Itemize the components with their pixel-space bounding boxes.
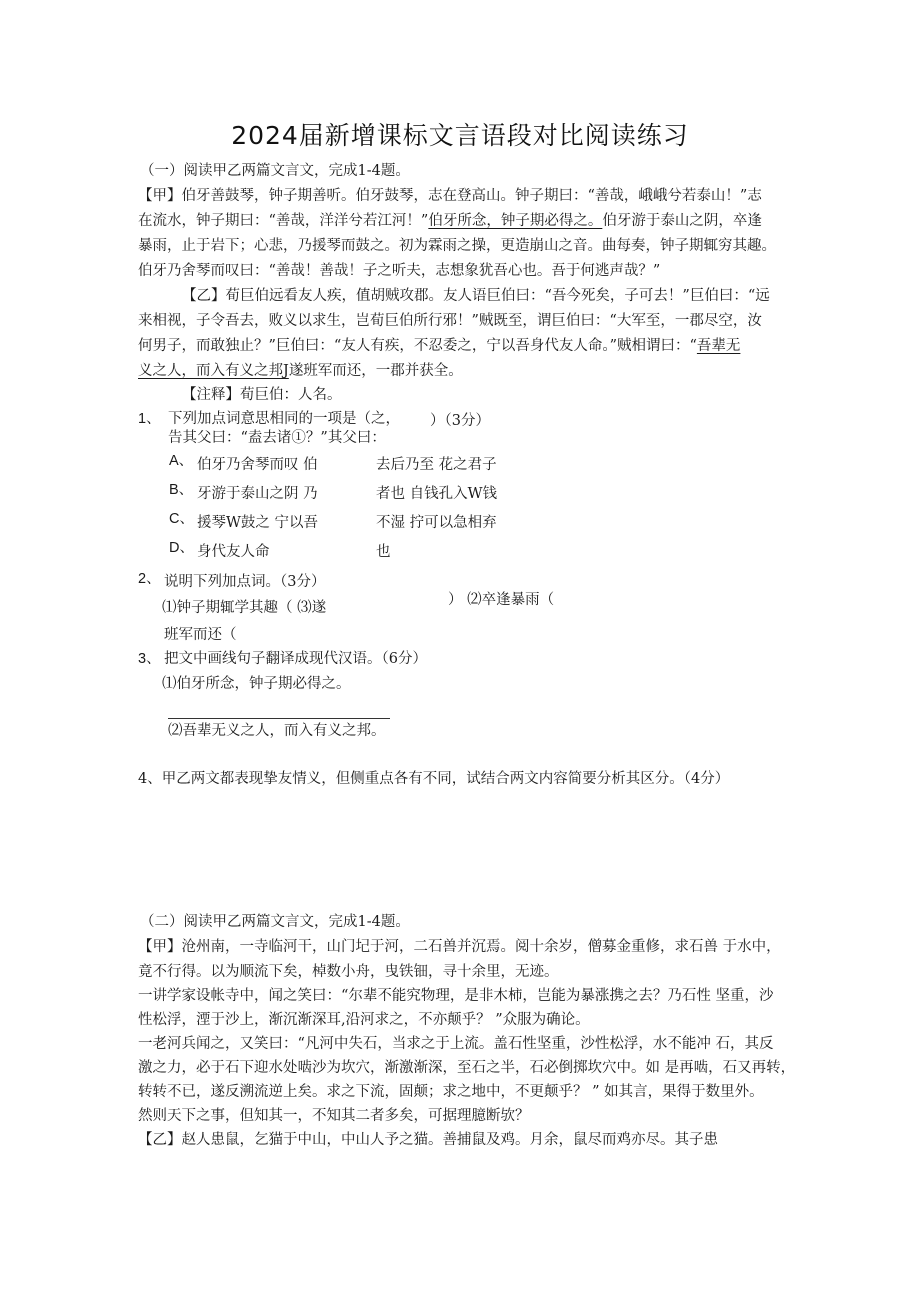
s2-line-1: 【甲】沧州南，一寺临河干，山门圮于河，二石兽并沉焉。阅十余岁，僧募金重修，求石兽 于水中， (138, 939, 781, 955)
q3-stem: 把文中画线句子翻译成现代汉语。（6分） (164, 651, 427, 667)
jia-underlined-sentence: 伯牙所念，钟子期必得之。 (428, 213, 603, 229)
answer-line (168, 718, 390, 719)
q2-item-2: ） ⑵卒逢暴雨（ (448, 592, 555, 608)
q2-item-3-cont: 班军而还（ (164, 627, 237, 643)
jia-line-2c: 伯牙游于泰山之阴，卒逢 (602, 213, 762, 229)
jia-line-4: 伯牙乃舍琴而叹曰：“善哉！善哉！子之听夫，志想象犹吾心也。吾于何逃声哉？” (138, 263, 661, 279)
q1-stem-a: 下列加点词意思相同的一项是（之， (168, 411, 400, 427)
q4-question: 4、甲乙两文都表现挚友情义，但侧重点各有不同，试结合两文内容简要分析其区分。（4分） (138, 771, 730, 787)
yi-line-3 (138, 336, 740, 356)
q2-stem: 说明下列加点词。（3分） (164, 574, 326, 590)
s2-line-6: 激之力，必于石下迎水处啮沙为坎穴，渐激渐深，至石之半，石必倒掷坎穴中。如 是再啮，石又再转， (138, 1060, 796, 1076)
q3-number: 3、 (138, 651, 161, 667)
page-title: 2024届新增课标文言语段对比阅读练习 (231, 121, 689, 150)
q1-stem-b: ）（3分） (430, 413, 490, 429)
q1-option-c-text2: 不湿 拧可以急相弃 (376, 515, 497, 531)
s2-line-5: 一老河兵闻之，又笑曰：“凡河中失石，当求之于上流。盖石性坚重，沙性松浮，水不能冲 石，其反 (138, 1036, 774, 1052)
yi-line-3a: 何男子，而敢独止？”巨伯曰：“友人有疾，不忍委之，宁以吾身代友人命。”贼相谓曰：“ (138, 338, 697, 354)
q1-option-a-text2: 去后乃至 花之君子 (376, 457, 497, 473)
q1-option-a-letter: A、 (169, 453, 194, 469)
q1-option-a-text: 伯牙乃舍琴而叹 伯 (197, 457, 318, 473)
jia-line-3: 暴雨，止于岩下；心悲，乃援琴而鼓之。初为霖雨之操，更造崩山之音。曲每奏，钟子期辄穷其趣。 (138, 238, 776, 254)
yi-line-1: 【乙】荀巨伯远看友人疾，值胡贼攻郡。友人语巨伯曰：“吾今死矣，子可去！”巨伯曰：“远 (182, 288, 770, 304)
q1-option-d-letter: D、 (169, 540, 194, 556)
q1-option-c-text: 援琴W鼓之 宁以吾 (197, 515, 319, 531)
q2-item-1-3: ⑴钟子期辄学其趣（ ⑶遂 (162, 600, 327, 616)
q1-option-b-text2: 者也 自钱孔入W钱 (376, 486, 498, 502)
yi-line-4b: 遂班军而还，一郡并获全。 (288, 363, 463, 379)
yi-underlined-2: 义之人，而入有义之邦J (138, 363, 289, 379)
q1-option-c-letter: C、 (169, 511, 194, 527)
q2-number: 2、 (138, 571, 161, 587)
jia-line-1: 【甲】伯牙善鼓琴，钟子期善听。伯牙鼓琴，志在登高山。钟子期曰：“善哉，峨峨兮若泰山！”志 (138, 188, 762, 204)
q1-option-d-text2: 也 (376, 544, 391, 560)
s2-line-2: 竟不行得。以为顺流下矣，棹数小舟，曳铁钿，寻十余里，无迹。 (138, 964, 559, 980)
yi-underlined-1: 吾辈无 (696, 338, 741, 354)
s2-line-7: 转转不已，遂反溯流逆上矣。求之下流，固颠；求之地中，不更颠乎？ ” 如其言，果得于数里外。 (138, 1084, 764, 1100)
s2-line-9: 【乙】赵人患鼠，乞猫于中山，中山人予之猫。善捕鼠及鸡。月余，鼠尽而鸡亦尽。其子患 (138, 1132, 718, 1148)
s2-line-8: 然则天下之事，但知其一，不知其二者多矣，可据理臆断欤？ (138, 1108, 530, 1124)
jia-line-2 (138, 211, 762, 231)
s2-line-4: 性松浮，湮于沙上，渐沉渐深耳,沿河求之，不亦颠乎？ ”众服为确论。 (138, 1012, 590, 1028)
q1-option-d-text: 身代友人命 (197, 544, 270, 560)
s2-line-3: 一讲学家设帐寺中，闻之笑曰：“尔辈不能究物理，是非木柿，岂能为暴涨携之去？乃石性 坚重，沙 (138, 988, 774, 1004)
yi-line-4 (138, 361, 463, 381)
q1-option-b-text: 牙游于泰山之阴 乃 (197, 486, 318, 502)
q1-number: 1、 (138, 411, 161, 427)
q1-option-b-letter: B、 (169, 482, 194, 498)
note: 【注释】荀巨伯：人名。 (182, 387, 342, 403)
yi-line-2: 来相视，子令吾去，败义以求生，岂荀巨伯所行邪！”贼既至，谓巨伯曰：“大军至，一郡尽空，汝 (138, 313, 762, 329)
jia-line-2a: 在流水，钟子期曰：“善哉，洋洋兮若江河！” (138, 213, 429, 229)
q1-stem-c: 告其父曰：“盍去诸①？”其父曰： (168, 430, 386, 446)
q3-item-1: ⑴伯牙所念，钟子期必得之。 (162, 676, 351, 692)
section1-header: （一）阅读甲乙两篇文言文，完成1-4题。 (140, 163, 410, 179)
q3-item-2: ⑵吾辈无义之人，而入有义之邦。 (168, 723, 386, 739)
section2-header: （二）阅读甲乙两篇文言文，完成1-4题。 (140, 914, 410, 930)
